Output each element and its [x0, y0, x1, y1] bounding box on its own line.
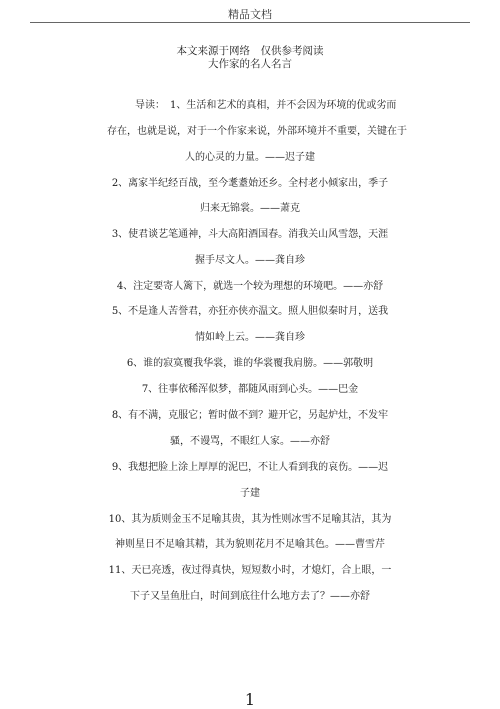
text-line: 5、不是逢人苦誉君，亦狂亦侠亦温文。照人胆似秦时月，送我: [111, 306, 389, 317]
text-line: 4、注定要寄人篱下，就选一个较为理想的环境吧。——亦舒: [116, 281, 384, 292]
text-line: 8、有不满，克服它；暂时做不到？避开它，另起炉灶，不发牢: [111, 410, 389, 421]
text-line: 存在，也就是说，对于一个作家来说，外部环境并不重要，关键在于: [107, 126, 407, 137]
text-line: 情如岭上云。——龚自珍: [195, 332, 305, 343]
text-line: 归来无锦裳。——萧克: [200, 203, 300, 214]
page-number: 1: [244, 690, 256, 709]
source-note: 本文来源于网络 仅供参考阅读: [176, 45, 324, 57]
page-header: 精品文档: [228, 8, 272, 21]
text-line: 下子又呈鱼肚白，时间到底往什么地方去了？——亦舒: [130, 591, 370, 602]
text-line: 3、使君谈艺笔通神，斗大高阳酒国春。消我关山风雪怨，天涯: [111, 229, 389, 240]
header-divider: [30, 22, 470, 23]
text-line: 10、其为质则金玉不足喻其贵，其为性则冰雪不足喻其洁，其为: [108, 514, 392, 525]
text-line: 子建: [240, 488, 260, 499]
text-line: 骚，不谩骂，不眼红人家。——亦舒: [170, 436, 330, 447]
text-line: 2、离家半纪经百战，至今耄耋始还乡。全村老小倾家出，季子: [111, 178, 389, 189]
text-line: 神则星日不足喻其精，其为貌则花月不足喻其色。——曹雪芹: [115, 539, 385, 550]
text-line: 导读： 1、生活和艺术的真相，并不会因为环境的优或劣而: [135, 100, 397, 111]
text-line: 握手尽文人。——龚自珍: [195, 255, 305, 266]
document-title: 大作家的名人名言: [208, 58, 292, 70]
text-line: 6、谁的寂寞覆我华裳，谁的华裳覆我肩膀。——郭敬明: [126, 358, 374, 369]
text-line: 7、往事依稀浑似梦，都随风雨到心头。——巴金: [141, 384, 359, 395]
text-line: 11、天已亮透，夜过得真快，短短数小时，才熄灯，合上眼，一: [108, 565, 392, 576]
text-line: 9、我想把脸上涂上厚厚的泥巴，不让人看到我的哀伤。——迟: [111, 462, 389, 473]
text-line: 人的心灵的力量。——迟子建: [185, 152, 315, 163]
